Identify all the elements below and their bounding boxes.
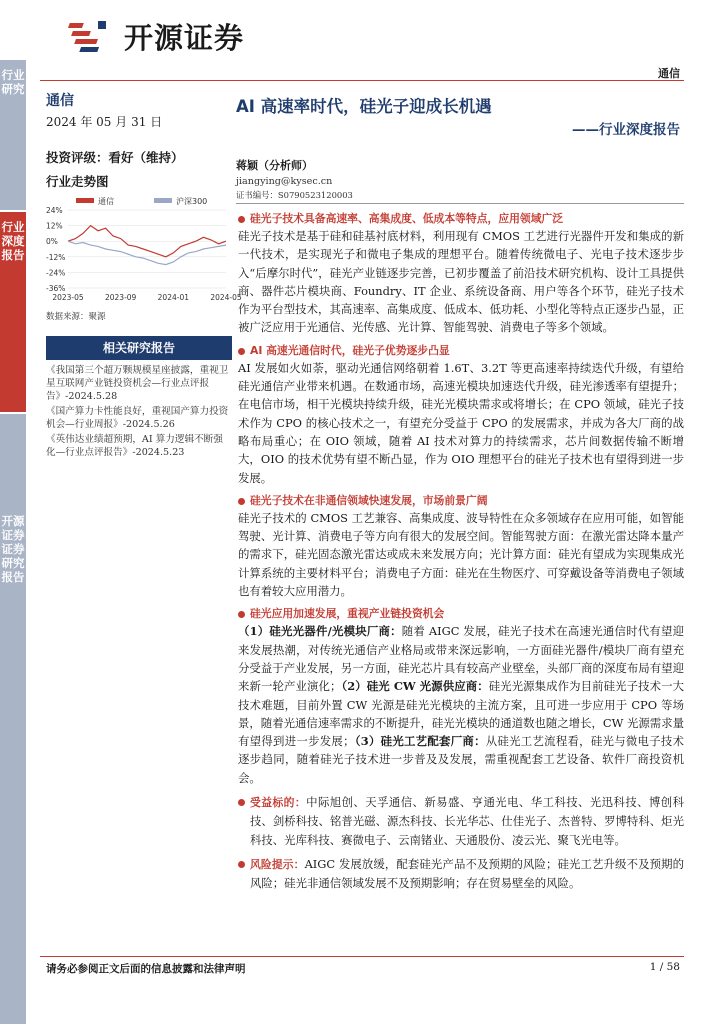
y-tick-label: -36% (46, 284, 66, 293)
header-sector: 通信 (658, 67, 680, 80)
y-tick-label: 0% (46, 237, 58, 247)
header-divider (40, 80, 684, 81)
sub-text: 中际旭创、天孚通信、新易盛、亨通光电、华工科技、光迅科技、博创科技、剑桥科技、铭普光磁、源杰科技、长光华芯、仕佳光子、杰普特、罗博特科、炬光科技、光库科技、赛微电子、云南锗业、天通股份、凌云光、聚飞光电等。 (250, 795, 684, 847)
sub-label: （2）硅光 CW 光源供应商： (341, 679, 489, 694)
sub-text: 从硅光工艺流程看，硅光与微电子技术逐步趋同，随着硅光子技术进一步普及及发展，需重视配套工艺设备、软件厂商投资机会。 (238, 734, 684, 785)
brand-logo (68, 16, 244, 57)
section-text (238, 622, 684, 787)
section-text: 硅光子技术是基于硅和硅基衬底材料，利用现有 CMOS 工艺进行光器件开发和集成的新一代技术，是实现光子和微电子集成的理想平台。随着传统微电子、光电子技术逐步步入“后摩尔时代”，硅光产业链逐步完善，已初步覆盖了前沿技术研究机构、设计工具提供商、器件芯片模块商、Foundry、IT 企业、系统设备商、用户等各个环节，硅光子技术作为平台型技术，其高速率、高集成度、低成本、低功耗、小型化等特点正逐步凸显，正被广泛应用于光通信、光传感、光计算、智能驾驶、消费电子等多个领域。 (238, 229, 684, 335)
related-reports-header: 相关研究报告 (46, 336, 232, 360)
y-tick-label: -24% (46, 268, 66, 278)
investment-rating: 投资评级：看好（维持） (46, 150, 184, 165)
analyst-email[interactable]: jiangying@kysec.cn (236, 176, 333, 187)
analyst-divider (236, 203, 684, 204)
side-tab-industry-research (0, 60, 26, 210)
sub-label: （1）硅光光器件/光模块厂商： (238, 624, 402, 639)
section-heading: 硅光应用加速发展，重视产业链投资机会 (238, 606, 684, 622)
section (238, 855, 684, 893)
section-heading: 受益标的： (250, 796, 307, 810)
footer-divider (40, 956, 684, 957)
section (238, 343, 684, 487)
footer-disclaimer: 请务必参阅正文后面的信息披露和法律声明 (46, 963, 246, 975)
x-tick-label: 2023-05 (52, 293, 84, 302)
side-tab-label: 行业深度报告 (1, 220, 25, 262)
legend-swatch (76, 198, 94, 203)
trend-chart-svg (46, 196, 242, 306)
section-text (238, 855, 684, 893)
analyst-name: 蒋颖（分析师） (236, 159, 313, 172)
section-heading: 风险提示： (250, 857, 305, 871)
legend-swatch (154, 198, 172, 203)
y-tick-label: 24% (46, 206, 63, 215)
section-text: AI 发展如火如荼，驱动光通信网络朝着 1.6T、3.2T 等更高速率持续迭代升级，有望给硅光通信产业带来机遇。在数通市场，高速光模块加速迭代升级，硅光渗透率有望提升；在电信市场，相干光模块持续升级，硅光光模块需求或将增长；在 CPO 领域，硅光子技术作为 CPO 的核心技术之一，有望充分受益于 CPO 的发展需求，并成为各大厂商的战略布局重心；在 OIO 领域，随着 AI 技术对算力的持续需求，芯片间数据传输不断增大，OIO 的技术优势有望不断凸显，作为 OIO 理想平台的硅光子技术也有望得到进一步发展。 (238, 360, 684, 485)
x-tick-label: 2024-05 (210, 293, 242, 302)
side-tab-brand (0, 414, 26, 1024)
side-strip (0, 0, 26, 1024)
section (238, 493, 684, 600)
section-text (238, 793, 684, 849)
section (238, 211, 684, 337)
y-tick-label: -12% (46, 252, 66, 262)
report-subtitle: ——行业深度报告 (572, 122, 680, 138)
bullet-icon (238, 861, 245, 868)
report-body (238, 211, 684, 899)
section (238, 606, 684, 787)
series-line (68, 241, 226, 264)
sector-label: 通信 (46, 93, 74, 109)
trend-chart (46, 196, 242, 306)
bullet-icon (238, 799, 245, 806)
analyst-block (236, 157, 353, 201)
report-title: AI 高速率时代，硅光子迎成长机遇 (236, 97, 492, 116)
logo-mark-icon (68, 17, 116, 57)
legend-label: 沪深300 (176, 197, 208, 206)
analyst-cert: 证书编号：S0790523120003 (236, 190, 353, 200)
report-date: 2024 年 05 月 31 日 (46, 115, 163, 129)
related-reports-list (46, 364, 230, 459)
sub-text: AIGC 发展放缓，配套硅光产品不及预期的风险；硅光工艺升级不及预期的风险；硅光非通信领域发展不及预期影响；存在贸易壁垒的风险。 (250, 856, 684, 891)
section-heading: 硅光子技术具备高速率、高集成度、低成本等特点，应用领域广泛 (238, 211, 684, 227)
related-report-item[interactable]: 《英伟达业绩超预期，AI 算力逻辑不断强化—行业点评报告》-2024.5.23 (46, 434, 223, 458)
side-tab-report-type (0, 212, 26, 412)
side-tab-label: 开源证券 证券研究报告 (1, 514, 25, 584)
section-heading: 硅光子技术在非通信领域快速发展，市场前景广阔 (238, 493, 684, 509)
x-tick-label: 2024-01 (157, 293, 190, 302)
page-number: 1 / 58 (649, 961, 680, 973)
sub-text: 随着 AIGC 发展，硅光子技术在高速光通信时代有望迎来发展热潮，对传统光通信产业格局或带来深远影响，一方面硅光器件/模块厂商有望充分受益于产业发展，另一方面，硅光芯片具有较高产业壁垒，头部厂商的深度布局有望迎来新一轮产业演化； (238, 624, 684, 694)
legend-label: 通信 (98, 197, 114, 206)
brand-name: 开源证券 (124, 21, 245, 55)
trend-title: 行业走势图 (46, 174, 109, 189)
section-text: 硅光子技术的 CMOS 工艺兼容、高集成度、波导特性在众多领域存在应用可能，如智能驾驶、光计算、消费电子等方向有很大的发展空间。智能驾驶方面：在激光雷达降本量产的需求下，硅光固态激光雷达或成未来发展方向；光计算方面：硅光有望成为实现集成光计算系统的主要材料平台；消费电子方面：硅光在生物医疗、可穿戴设备等消费电子领域也有着较大应用潜力。 (238, 510, 684, 599)
x-tick-label: 2023-09 (104, 293, 137, 302)
y-tick-label: 12% (46, 221, 63, 231)
side-tab-label: 行业研究 (1, 68, 25, 96)
sub-label: （3）硅光工艺配套厂商： (354, 734, 486, 749)
related-report-item[interactable]: 《我国第三个超万颗规模星座披露，重视卫星互联网产业链投资机会—行业点评报告》-2024.5.28 (46, 365, 229, 402)
section (238, 793, 684, 849)
section-heading: AI 高速光通信时代，硅光子优势逐步凸显 (238, 343, 684, 359)
sub-text: 硅光光源集成作为目前硅光子技术一大技术难题，目前外置 CW 光源是硅光光模块的主流方案，且可进一步应用于 CPO 等场景，随着光通信速率需求的不断提升，硅光光模块的通道数也随之增长，CW 光源需求量有望得到进一步发展； (238, 679, 684, 749)
related-report-item[interactable]: 《国产算力卡性能良好，重视国产算力投资机会—行业周报》-2024.5.26 (46, 406, 229, 430)
left-column (46, 90, 242, 461)
chart-source: 数据来源：聚源 (46, 312, 106, 322)
